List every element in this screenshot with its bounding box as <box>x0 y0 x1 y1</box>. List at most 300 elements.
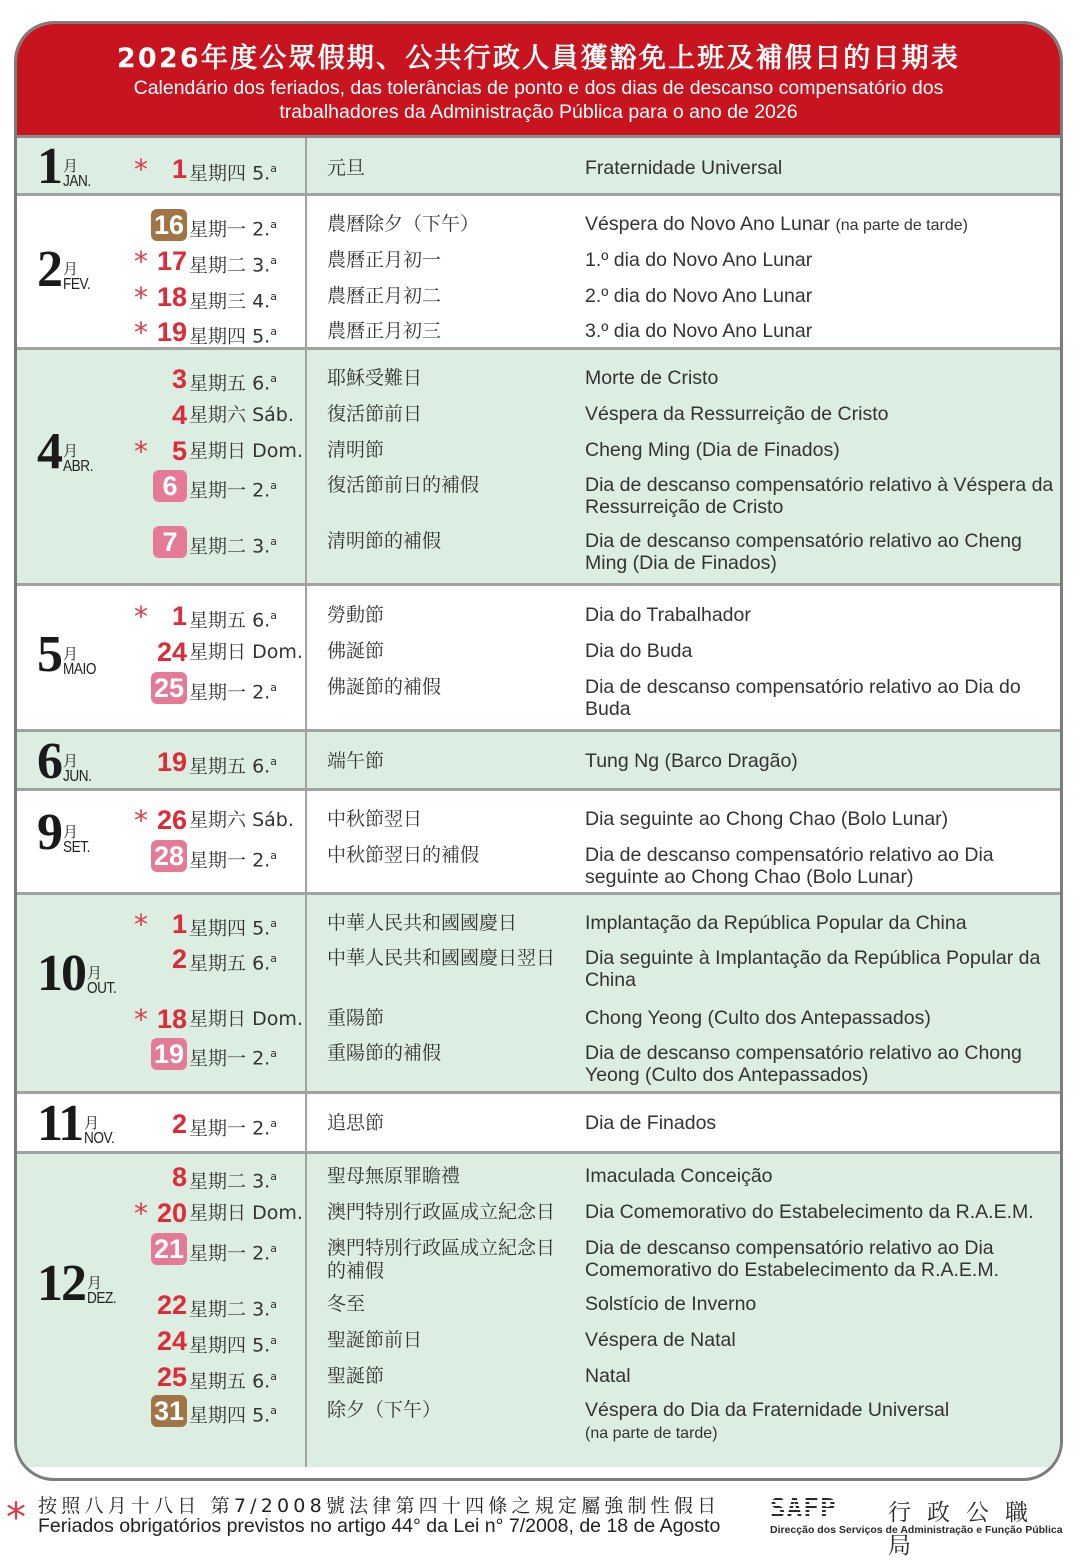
mandatory-asterisk-icon: * <box>134 281 148 314</box>
weekday-portuguese: 6. <box>252 1370 271 1393</box>
weekday-portuguese: Dom. <box>252 440 303 462</box>
weekday <box>189 1394 277 1432</box>
date-row <box>17 1394 307 1428</box>
holiday-name-chinese: 澳門特別行政區成立紀念日的補假 <box>327 1237 556 1282</box>
weekday <box>189 599 277 637</box>
date-row <box>17 315 307 349</box>
weekday-chinese: 星期五 <box>189 609 247 632</box>
weekday-chinese: 星期四 <box>189 1334 247 1357</box>
month-chinese: 月 <box>87 964 103 982</box>
holiday-name-chinese: 農曆正月初三 <box>327 320 442 342</box>
calendar-header <box>17 24 1060 138</box>
mandatory-asterisk-icon: * <box>134 153 148 186</box>
day-number: 1 <box>171 909 187 939</box>
weekday <box>189 1037 277 1075</box>
holiday-name-portuguese <box>585 1329 1055 1351</box>
weekday-chinese: 星期日 <box>189 440 247 462</box>
month-abbreviation: ABR. <box>63 458 94 475</box>
holiday-name-chinese: 重陽節的補假 <box>327 1042 442 1064</box>
compensatory-day-badge: 28 <box>151 840 187 872</box>
day-number: 17 <box>156 246 187 276</box>
compensatory-day-badge: 6 <box>153 470 187 502</box>
day-number: 18 <box>156 1004 187 1034</box>
weekday <box>189 208 277 246</box>
ordinal-superscript: a <box>270 1047 277 1060</box>
holiday-name-portuguese <box>585 1112 1055 1134</box>
weekday-chinese: 星期四 <box>189 1404 247 1427</box>
holiday-name-portuguese <box>585 844 1055 888</box>
month-abbreviation: DEZ. <box>87 1290 117 1307</box>
weekday-chinese: 星期一 <box>189 1117 247 1140</box>
date-column <box>17 895 307 1091</box>
month-block-nov <box>17 1094 1060 1154</box>
date-row <box>17 803 307 837</box>
date-row <box>17 599 307 633</box>
weekday-portuguese: 5. <box>252 325 271 348</box>
weekday <box>189 280 277 318</box>
weekday-chinese: 星期二 <box>189 1170 247 1193</box>
day-number: 26 <box>156 805 187 835</box>
weekday-portuguese: 2. <box>252 849 271 872</box>
weekday <box>189 803 294 837</box>
holiday-name-note: (na parte de tarde) <box>835 217 968 234</box>
weekday-portuguese: 2. <box>252 479 271 502</box>
holiday-name-portuguese <box>585 808 1055 830</box>
weekday <box>189 362 277 400</box>
footer-note-chinese: 按照八月十八日 第7/2008號法律第四十四條之規定屬強制性假日 <box>38 1495 721 1517</box>
ordinal-superscript: a <box>270 325 277 338</box>
day-number: 2 <box>171 944 187 974</box>
safp-logo-mark: SAFP <box>770 1494 837 1524</box>
holiday-calendar-card <box>14 21 1063 1481</box>
ordinal-superscript: a <box>270 479 277 492</box>
ordinal-superscript: a <box>270 254 277 267</box>
weekday-chinese: 星期二 <box>189 254 247 277</box>
weekday-chinese: 星期日 <box>189 1008 247 1030</box>
weekday-chinese: 星期五 <box>189 372 247 395</box>
holiday-name-chinese: 聖母無原罪瞻禮 <box>327 1165 461 1187</box>
holiday-name-portuguese-text: Dia seguinte ao Chong Chao (Bolo Lunar) <box>585 808 949 830</box>
day-number: 18 <box>156 282 187 312</box>
holiday-name-note: (na parte de tarde) <box>585 1425 718 1442</box>
day-number: 19 <box>156 747 187 777</box>
holiday-name-chinese: 追思節 <box>327 1112 385 1134</box>
tolerance-day-badge: 31 <box>151 1395 187 1427</box>
ordinal-superscript: a <box>270 162 277 175</box>
month-abbreviation: JUN. <box>63 768 92 785</box>
holiday-name-chinese: 佛誕節的補假 <box>327 676 442 698</box>
weekday <box>189 942 277 980</box>
month-number: 4 <box>37 423 61 480</box>
holiday-name-portuguese <box>585 213 1055 237</box>
day-number: 4 <box>171 400 187 430</box>
holiday-name-portuguese <box>585 320 1055 342</box>
weekday-chinese: 星期四 <box>189 325 247 348</box>
holiday-name-chinese: 復活節前日 <box>327 403 423 425</box>
holiday-name-portuguese-text: Dia de Finados <box>585 1112 717 1134</box>
holiday-name-chinese: 聖誕節 <box>327 1365 385 1387</box>
holiday-name-portuguese <box>585 1042 1055 1086</box>
month-chinese: 月 <box>63 823 79 841</box>
mandatory-asterisk-icon: * <box>134 600 148 633</box>
ordinal-superscript: a <box>270 1370 277 1383</box>
date-row <box>17 745 307 779</box>
date-row <box>17 671 307 705</box>
holiday-name-column <box>307 586 1060 729</box>
date-column <box>17 196 307 347</box>
mandatory-asterisk-icon: * <box>134 804 148 837</box>
holiday-name-portuguese-text: Dia do Buda <box>585 640 693 662</box>
month-chinese: 月 <box>63 157 79 175</box>
weekday <box>189 1288 277 1326</box>
weekday-portuguese: 6. <box>252 609 271 632</box>
holiday-name-chinese: 耶穌受難日 <box>327 367 423 389</box>
weekday-chinese: 星期四 <box>189 917 247 940</box>
date-row <box>17 398 307 432</box>
day-number: 2 <box>171 1109 187 1139</box>
title-portuguese-line2: trabalhadores da Administração Pública para o ano de 2026 <box>279 101 798 123</box>
month-block-out <box>17 895 1060 1094</box>
holiday-name-portuguese-text: 1.º dia do Novo Ano Lunar <box>585 249 813 271</box>
weekday-portuguese: 5. <box>252 162 271 185</box>
day-number: 22 <box>156 1290 187 1320</box>
footer-note-portuguese: Feriados obrigatórios previstos no artigo 44° da Lei n° 7/2008, de 18 de Agosto <box>38 1515 721 1537</box>
weekday <box>189 1196 303 1230</box>
month-number: 9 <box>37 804 61 861</box>
weekday <box>189 1232 277 1270</box>
date-column <box>17 791 307 892</box>
holiday-name-chinese: 清明節 <box>327 439 385 461</box>
safp-logo-portuguese: Direcção dos Serviços de Administração e Função Pública <box>770 1524 1063 1536</box>
weekday-chinese: 星期日 <box>189 641 247 663</box>
month-block-abr <box>17 350 1060 586</box>
month-chinese: 月 <box>63 645 79 663</box>
date-row <box>17 152 307 186</box>
date-column <box>17 350 307 583</box>
holiday-name-portuguese-text: Chong Yeong (Culto dos Antepassados) <box>585 1007 931 1029</box>
day-number: 3 <box>171 364 187 394</box>
day-number: 8 <box>171 1162 187 1192</box>
month-number: 2 <box>37 241 61 298</box>
weekday-chinese: 星期四 <box>189 162 247 185</box>
month-block-set <box>17 791 1060 895</box>
holiday-name-column <box>307 791 1060 892</box>
holiday-name-portuguese-text: Dia de descanso compensatório relativo à Véspera da Ressurreição de Cristo <box>585 474 1054 518</box>
ordinal-superscript: a <box>270 681 277 694</box>
holiday-name-portuguese-text: Dia de descanso compensatório relativo ao Dia do Buda <box>585 676 1021 720</box>
weekday-portuguese: Dom. <box>252 641 303 663</box>
holiday-name-chinese: 冬至 <box>327 1293 366 1315</box>
date-row <box>17 434 307 468</box>
month-number: 10 <box>37 945 85 1002</box>
holiday-name-chinese: 中秋節翌日 <box>327 808 423 830</box>
weekday <box>189 398 294 432</box>
day-number: 1 <box>171 154 187 184</box>
compensatory-day-badge: 19 <box>151 1038 187 1070</box>
date-row <box>17 1160 307 1194</box>
holiday-name-chinese: 清明節的補假 <box>327 530 442 552</box>
date-row <box>17 942 307 976</box>
weekday <box>189 1002 303 1036</box>
ordinal-superscript: a <box>270 609 277 622</box>
weekday <box>189 525 277 563</box>
month-number: 1 <box>37 138 61 195</box>
weekday-portuguese: Sáb. <box>252 809 294 831</box>
ordinal-superscript: a <box>270 1170 277 1183</box>
day-number: 24 <box>156 1326 187 1356</box>
date-row <box>17 1037 307 1071</box>
holiday-name-portuguese-text: Implantação da República Popular da China <box>585 912 967 934</box>
date-row <box>17 1196 307 1230</box>
weekday-portuguese: 2. <box>252 1047 271 1070</box>
date-row <box>17 1360 307 1394</box>
day-number: 25 <box>156 1362 187 1392</box>
weekday-portuguese: 2. <box>252 218 271 241</box>
holiday-name-portuguese <box>585 676 1055 720</box>
weekday <box>189 152 277 190</box>
holiday-name-portuguese-text: 2.º dia do Novo Ano Lunar <box>585 285 813 307</box>
weekday-chinese: 星期六 <box>189 404 247 426</box>
weekday-portuguese: 2. <box>252 681 271 704</box>
holiday-name-portuguese-text: Solstício de Inverno <box>585 1293 757 1315</box>
holiday-name-chinese: 端午節 <box>327 750 385 772</box>
holiday-name-portuguese-text: Morte de Cristo <box>585 367 719 389</box>
weekday-portuguese: 5. <box>252 1334 271 1357</box>
weekday-portuguese: 3. <box>252 1298 271 1321</box>
months-table <box>17 138 1060 1467</box>
holiday-name-portuguese-text: Dia de descanso compensatório relativo ao Cheng Ming (Dia de Finados) <box>585 530 1022 574</box>
weekday <box>189 244 277 282</box>
month-abbreviation: MAIO <box>63 661 97 678</box>
holiday-name-portuguese-text: Imaculada Conceição <box>585 1165 773 1187</box>
holiday-name-chinese: 農曆正月初一 <box>327 249 442 271</box>
mandatory-asterisk-icon: * <box>134 435 148 468</box>
day-number: 24 <box>156 637 187 667</box>
mandatory-asterisk-icon: * <box>134 908 148 941</box>
holiday-name-portuguese-text: Dia Comemorativo do Estabelecimento da R.A.E.M. <box>585 1201 1034 1223</box>
month-chinese: 月 <box>63 442 79 460</box>
holiday-name-column <box>307 1094 1060 1151</box>
weekday <box>189 671 277 709</box>
ordinal-superscript: a <box>270 1298 277 1311</box>
ordinal-superscript: a <box>270 218 277 231</box>
holiday-name-portuguese <box>585 1201 1055 1223</box>
weekday-portuguese: 5. <box>252 1404 271 1427</box>
mandatory-asterisk-icon: * <box>134 1003 148 1036</box>
holiday-name-portuguese <box>585 530 1055 574</box>
mandatory-asterisk-icon: * <box>134 316 148 349</box>
weekday-portuguese: 3. <box>252 254 271 277</box>
month-chinese: 月 <box>63 752 79 770</box>
date-row <box>17 362 307 396</box>
holiday-name-portuguese <box>585 1365 1055 1387</box>
holiday-name-chinese: 聖誕節前日 <box>327 1329 423 1351</box>
holiday-name-portuguese-text: Tung Ng (Barco Dragão) <box>585 750 798 772</box>
month-number: 12 <box>37 1255 85 1312</box>
date-row <box>17 208 307 242</box>
weekday-portuguese: 6. <box>252 952 271 975</box>
weekday-chinese: 星期五 <box>189 952 247 975</box>
holiday-name-portuguese <box>585 403 1055 425</box>
day-number: 1 <box>171 601 187 631</box>
holiday-name-portuguese <box>585 640 1055 662</box>
weekday <box>189 1360 277 1398</box>
weekday <box>189 434 303 468</box>
weekday-portuguese: 2. <box>252 1117 271 1140</box>
date-row <box>17 1288 307 1322</box>
weekday-portuguese: 3. <box>252 535 271 558</box>
mandatory-asterisk-icon: * <box>134 1197 148 1230</box>
holiday-name-chinese: 中華人民共和國國慶日 <box>327 912 518 934</box>
holiday-name-portuguese-text: Natal <box>585 1365 631 1387</box>
weekday-chinese: 星期三 <box>189 290 247 313</box>
date-row <box>17 1107 307 1141</box>
date-row <box>17 1232 307 1266</box>
mandatory-asterisk-icon: * <box>134 245 148 278</box>
weekday <box>189 469 277 507</box>
weekday-chinese: 星期五 <box>189 755 247 778</box>
weekday <box>189 635 303 669</box>
holiday-name-portuguese-text: Véspera da Ressurreição de Cristo <box>585 403 889 425</box>
holiday-name-portuguese <box>585 249 1055 271</box>
weekday <box>189 745 277 783</box>
holiday-name-portuguese <box>585 1165 1055 1187</box>
month-abbreviation: NOV. <box>84 1130 115 1147</box>
holiday-name-column <box>307 138 1060 193</box>
month-number: 5 <box>37 626 61 683</box>
month-abbreviation: SET. <box>63 839 91 856</box>
date-row <box>17 244 307 278</box>
ordinal-superscript: a <box>270 535 277 548</box>
safp-logo-chinese: 行政公職局 <box>888 1500 1044 1559</box>
date-column <box>17 1154 307 1467</box>
month-block-dez <box>17 1154 1060 1467</box>
ordinal-superscript: a <box>270 755 277 768</box>
ordinal-superscript: a <box>270 1404 277 1417</box>
date-column <box>17 732 307 788</box>
title-chinese: 2026年度公眾假期、公共行政人員獲豁免上班及補假日的日期表 <box>116 43 961 74</box>
ordinal-superscript: a <box>270 849 277 862</box>
weekday-chinese: 星期一 <box>189 681 247 704</box>
month-number: 11 <box>37 1095 83 1152</box>
holiday-name-column <box>307 895 1060 1091</box>
weekday-portuguese: Dom. <box>252 1008 303 1030</box>
weekday <box>189 839 277 877</box>
holiday-name-column <box>307 1154 1060 1467</box>
holiday-name-chinese: 中秋節翌日的補假 <box>327 844 480 866</box>
holiday-name-portuguese <box>585 439 1055 461</box>
weekday <box>189 315 277 353</box>
weekday-portuguese: 3. <box>252 1170 271 1193</box>
month-block-jun <box>17 732 1060 791</box>
day-number: 5 <box>171 436 187 466</box>
date-row <box>17 469 307 503</box>
holiday-name-chinese: 中華人民共和國國慶日翌日 <box>327 947 556 969</box>
holiday-name-portuguese <box>585 1007 1055 1029</box>
weekday-portuguese: 5. <box>252 917 271 940</box>
holiday-name-portuguese <box>585 604 1055 626</box>
asterisk-icon: * <box>6 1495 26 1541</box>
holiday-name-portuguese <box>585 157 1055 179</box>
month-abbreviation: FEV. <box>63 276 91 293</box>
day-number: 19 <box>156 317 187 347</box>
holiday-name-chinese: 重陽節 <box>327 1007 385 1029</box>
safp-logo <box>770 1494 1070 1559</box>
holiday-name-portuguese-text: Dia seguinte à Implantação da República Popular da China <box>585 947 1041 991</box>
holiday-name-portuguese <box>585 1237 1055 1281</box>
ordinal-superscript: a <box>270 1117 277 1130</box>
ordinal-superscript: a <box>270 1334 277 1347</box>
holiday-name-portuguese-text: 3.º dia do Novo Ano Lunar <box>585 320 813 342</box>
weekday-chinese: 星期二 <box>189 1298 247 1321</box>
month-block-fev <box>17 196 1060 350</box>
holiday-name-chinese: 除夕（下午） <box>327 1399 442 1421</box>
holiday-name-portuguese <box>585 474 1055 518</box>
weekday-portuguese: Dom. <box>252 1202 303 1224</box>
holiday-name-column <box>307 196 1060 347</box>
weekday <box>189 907 277 945</box>
date-row <box>17 1002 307 1036</box>
title-portuguese-line1: Calendário dos feriados, das tolerâncias de ponto e dos dias de descanso compensatório dos <box>133 77 944 99</box>
holiday-name-portuguese-text: Véspera de Natal <box>585 1329 736 1351</box>
holiday-name-portuguese-text: Dia de descanso compensatório relativo ao Chong Yeong (Culto dos Antepassados) <box>585 1042 1022 1086</box>
date-column <box>17 586 307 729</box>
weekday-chinese: 星期二 <box>189 535 247 558</box>
date-row <box>17 635 307 669</box>
holiday-name-portuguese-text: Fraternidade Universal <box>585 157 783 179</box>
weekday-portuguese: 6. <box>252 372 271 395</box>
compensatory-day-badge: 21 <box>151 1233 187 1265</box>
holiday-name-column <box>307 350 1060 583</box>
ordinal-superscript: a <box>270 1242 277 1255</box>
weekday <box>189 1324 277 1362</box>
holiday-name-chinese: 勞動節 <box>327 604 385 626</box>
weekday-chinese: 星期一 <box>189 479 247 502</box>
holiday-name-portuguese <box>585 1293 1055 1315</box>
holiday-name-portuguese <box>585 912 1055 934</box>
date-row <box>17 839 307 873</box>
holiday-name-portuguese <box>585 947 1055 991</box>
month-chinese: 月 <box>84 1114 100 1132</box>
weekday-portuguese: 6. <box>252 755 271 778</box>
date-column <box>17 138 307 193</box>
ordinal-superscript: a <box>270 952 277 965</box>
weekday-chinese: 星期一 <box>189 1047 247 1070</box>
holiday-name-chinese: 農曆除夕（下午） <box>327 213 480 235</box>
weekday-portuguese: 2. <box>252 1242 271 1265</box>
weekday-chinese: 星期一 <box>189 849 247 872</box>
holiday-name-chinese: 元旦 <box>327 157 366 179</box>
weekday-chinese: 星期五 <box>189 1370 247 1393</box>
holiday-name-column <box>307 732 1060 788</box>
compensatory-day-badge: 25 <box>151 672 187 704</box>
holiday-name-portuguese <box>585 1399 1055 1445</box>
weekday <box>189 1107 277 1145</box>
date-row <box>17 525 307 559</box>
date-row <box>17 1324 307 1358</box>
holiday-name-chinese: 澳門特別行政區成立紀念日 <box>327 1201 556 1223</box>
month-chinese: 月 <box>87 1274 103 1292</box>
weekday-chinese: 星期一 <box>189 1242 247 1265</box>
holiday-name-chinese: 佛誕節 <box>327 640 385 662</box>
month-block-maio <box>17 586 1060 732</box>
month-block-jan <box>17 138 1060 196</box>
holiday-name-portuguese <box>585 285 1055 307</box>
weekday-chinese: 星期六 <box>189 809 247 831</box>
holiday-name-portuguese <box>585 367 1055 389</box>
holiday-name-portuguese-text: Dia de descanso compensatório relativo ao Dia Comemorativo do Estabelecimento da R.A.E.M. <box>585 1237 1000 1281</box>
holiday-name-portuguese <box>585 750 1055 772</box>
